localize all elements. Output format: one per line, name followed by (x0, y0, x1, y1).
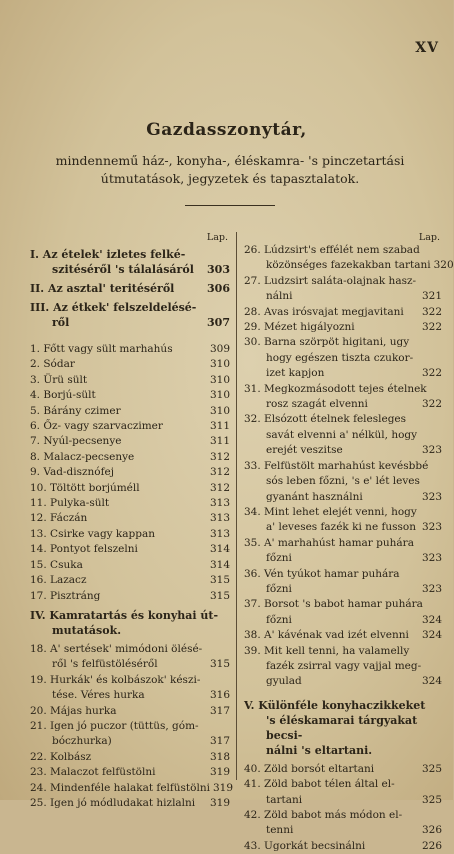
toc-entry (30, 404, 230, 419)
title-rule (185, 205, 275, 206)
toc-entry-cont (30, 688, 230, 703)
toc-entry-cont-text: sós leben főzni, 's e' lét leves (266, 475, 420, 488)
page-number: XV (415, 40, 439, 56)
toc-entry-page: 314 (209, 543, 230, 556)
toc-entry-text: 16. Lazacz (30, 574, 87, 587)
toc-entry-cont-text: hogy egészen tiszta czukor- (266, 351, 414, 364)
toc-entry-cont-text: közönséges fazekakban tartani (266, 259, 431, 272)
toc-entry-cont-page: 315 (209, 658, 230, 671)
section-heading (30, 281, 230, 296)
toc-entry-text: 22. Kolbász (30, 750, 92, 763)
toc-entry (244, 839, 442, 854)
toc-entry-cont (244, 289, 442, 304)
toc-entry-page: 312 (209, 481, 230, 494)
toc-entry (244, 644, 442, 659)
left-column (30, 230, 233, 811)
toc-entry (244, 382, 442, 397)
toc-entry-text: 25. Igen jó módludakat hizlalni (30, 796, 196, 809)
toc-entry (244, 536, 442, 551)
toc-entry (30, 704, 230, 719)
toc-entry-text: 11. Pulyka-sült (30, 497, 110, 510)
toc-entry-cont (244, 258, 454, 273)
toc-entry-text: 39. Mit kell tenni, ha valamelly (244, 644, 410, 657)
toc-entry (30, 465, 230, 480)
toc-entry (30, 527, 230, 542)
toc-entry-cont-page: 322 (421, 398, 442, 411)
column-divider (236, 232, 237, 780)
toc-entry (30, 765, 230, 780)
toc-entry-text: 23. Malaczot felfüstölni (30, 766, 156, 779)
section-3-line2-page: 307 (207, 316, 230, 329)
toc-entry-text: 21. Igen jó puczor (tüttüs, góm- (30, 719, 199, 732)
toc-entry (244, 335, 442, 350)
toc-entry-cont-text: tése. Véres hurka (52, 689, 145, 702)
toc-entry-text: 3. Ürü sült (30, 373, 88, 386)
toc-entry-cont-page: 324 (421, 675, 442, 688)
toc-entry-text: 41. Zöld babot télen által el- (244, 778, 395, 791)
toc-entry-page: 309 (209, 343, 230, 355)
toc-entry-cont-page: 323 (421, 582, 442, 595)
toc-entry-text: 42. Zöld babot más módon el- (244, 809, 403, 821)
toc-entry (30, 642, 230, 657)
toc-entry-page: 324 (421, 629, 442, 642)
toc-entry-cont (244, 366, 442, 381)
toc-entry-text: 20. Májas hurka (30, 704, 117, 717)
toc-entry-cont (244, 823, 442, 838)
toc-entry-text: 43. Ugorkát becsinálni (244, 839, 366, 852)
toc-entry-text: 24. Mindenféle halakat felfüstölni (30, 781, 210, 794)
lap-label: Lap. (206, 232, 228, 243)
toc-entry-text: 34. Mint lehet elejét venni, hogy (244, 505, 417, 518)
toc-entry-text: 8. Malacz-pecsenye (30, 450, 135, 463)
toc-entry-text: 40. Zöld borsót eltartani (244, 762, 375, 775)
section-3-line2-text: ről (52, 316, 70, 329)
toc-entry-text: 33. Felfüstölt marhahúst kevésbbé (244, 459, 429, 472)
toc-entry-cont-text: rosz szagát elvenni (266, 398, 368, 411)
toc-entry-text: 35. A' marhahúst hamar puhára (244, 536, 414, 549)
toc-entry-text: 17. Pisztráng (30, 589, 101, 602)
toc-entry-cont (30, 734, 230, 749)
toc-entry-cont (244, 793, 442, 808)
section-3-line2 (30, 315, 230, 330)
section-1-line2 (30, 262, 230, 277)
toc-entry-text: 9. Vad-disznófej (30, 466, 114, 479)
section-3-line1 (30, 300, 230, 315)
toc-entry-page: 311 (209, 420, 230, 433)
toc-entry-cont (244, 351, 442, 366)
toc-entry (30, 419, 230, 434)
toc-entry (30, 781, 233, 796)
toc-entry-text: 31. Megkozmásodott tejes ételnek (244, 382, 427, 395)
section-1-line2-text: szitéséről 's tálalásáról (52, 263, 194, 276)
toc-entry-cont-text: nálni (266, 290, 293, 303)
section-heading (30, 247, 230, 277)
section-2 (30, 281, 230, 296)
toc-entry-cont-text: savát elvenni a' nélkül, hogy (266, 428, 418, 441)
section-5-line2: 's éléskamarai tárgyakat becsi- (266, 713, 418, 742)
toc-entry-page: 310 (209, 389, 230, 402)
toc-entry-text: 5. Bárány czimer (30, 404, 121, 417)
toc-entry-cont-page: 325 (421, 793, 442, 806)
toc-entry-page: 319 (212, 781, 233, 794)
toc-entry-page: 325 (421, 762, 442, 775)
toc-entry-text: 7. Nyúl-pecsenye (30, 435, 122, 448)
toc-entry-page: 314 (209, 558, 230, 571)
toc-entry-page: 310 (209, 404, 230, 417)
toc-entry-cont-text: a' leveses fazék ki ne fusson (266, 521, 417, 534)
section-1-line2-page: 303 (207, 263, 230, 276)
section-2-text: II. Az asztal' teritéséről (30, 282, 175, 295)
toc-entry-text: 2. Sódar (30, 358, 75, 371)
toc-entry (30, 434, 230, 449)
toc-entry-cont-text: fazék zsirral vagy vajjal meg- (266, 659, 422, 672)
page-title: Gazdasszonytár, (146, 120, 307, 140)
toc-entry-page: 317 (209, 704, 230, 717)
toc-entry (244, 243, 442, 258)
toc-entry (244, 567, 442, 582)
toc-entry-text: 36. Vén tyúkot hamar puhára (244, 567, 400, 580)
section-5-line1: V. Különféle konyhaczikkeket (244, 698, 426, 712)
toc-entry-cont-page: 323 (421, 552, 442, 565)
section-2-page: 306 (207, 282, 230, 295)
toc-entry (30, 558, 230, 573)
toc-entry (30, 589, 230, 604)
toc-entry (244, 597, 442, 612)
toc-entry-text: 26. Lúdzsirt's effélét nem szabad (244, 244, 420, 256)
toc-entry (30, 481, 230, 496)
toc-entry-page: 319 (209, 796, 230, 809)
section-4-line2-text: mutatások. (52, 623, 122, 637)
toc-entry-page: 313 (209, 512, 230, 525)
toc-entry-cont-text: bóczhurka) (52, 735, 112, 748)
toc-entry-page: 313 (209, 497, 230, 510)
toc-entry-text: 27. Ludzsirt saláta-olajnak hasz- (244, 274, 417, 287)
toc-entry (244, 459, 442, 474)
toc-entry-page: 311 (209, 435, 230, 448)
section-heading (30, 300, 230, 330)
toc-entry-text: 4. Borjú-sült (30, 389, 96, 402)
toc-entry (244, 505, 442, 520)
toc-entry-cont-text: tartani (266, 793, 303, 806)
toc-entry-cont-text: tenni (266, 824, 294, 837)
toc-entry-cont-text: ről 's felfüstöléséről (52, 658, 158, 671)
toc-entry-cont (244, 428, 442, 443)
spacer (30, 334, 230, 342)
toc-entry (30, 450, 230, 465)
toc-entry-text: 38. A' kávénak vad izét elvenni (244, 629, 409, 642)
toc-entry (244, 808, 442, 823)
toc-entry-cont-page: 323 (421, 444, 442, 457)
toc-entry-cont (244, 397, 442, 412)
toc-entry (30, 542, 230, 557)
toc-entry-cont-text: gyanánt használni (266, 490, 363, 503)
lap-label: Lap. (418, 232, 440, 243)
toc-entry-text: 30. Barna szörpöt higitani, ugy (244, 336, 410, 349)
toc-entry-text: 37. Borsot 's babot hamar puhára (244, 598, 423, 611)
toc-entry-text: 15. Csuka (30, 558, 83, 571)
toc-entry-text: 14. Pontyot felszelni (30, 543, 138, 556)
toc-entry-cont (244, 520, 442, 535)
toc-entry-cont (244, 443, 442, 458)
toc-entry-cont (244, 582, 442, 597)
toc-entry-cont-text: izet kapjon (266, 367, 325, 380)
toc-entry-cont (244, 551, 442, 566)
toc-entry-text: 12. Fáczán (30, 512, 88, 525)
toc-entry (244, 305, 442, 320)
section-1-line1-text: I. Az ételek' izletes felké- (30, 248, 186, 261)
toc-entry-text: 10. Töltött borjúméll (30, 481, 140, 494)
toc-entry-page: 226 (421, 839, 442, 852)
toc-entry-cont-page: 316 (209, 689, 230, 702)
toc-entry (30, 750, 230, 765)
toc-entry-text: 28. Avas irósvajat megjavitani (244, 305, 404, 318)
toc-entry (30, 357, 230, 372)
toc-entry (244, 777, 442, 792)
toc-entry-page: 315 (209, 589, 230, 602)
section-4-line2 (30, 623, 230, 638)
toc-entry-cont-page: 326 (421, 824, 442, 837)
toc-entry (30, 719, 230, 734)
right-column (244, 230, 454, 854)
toc-entry-cont (244, 674, 442, 689)
toc-entry (30, 496, 230, 511)
toc-entry-cont-text: főzni (266, 582, 292, 595)
toc-entry-page: 322 (421, 305, 442, 318)
toc-entry-cont-page: 321 (421, 290, 442, 303)
toc-entry-cont-page: 324 (421, 613, 442, 626)
toc-entry-cont-page: 322 (421, 367, 442, 380)
toc-entry-cont-page: 320 (433, 259, 454, 272)
toc-entry (30, 796, 230, 811)
toc-entry (30, 511, 230, 526)
toc-entry-page: 313 (209, 527, 230, 540)
section-3-line1-text: III. Az étkek' felszeldelésé- (30, 301, 197, 314)
toc-entry-page: 315 (209, 574, 230, 587)
toc-entry-text: 19. Hurkák' és kolbászok' készi- (30, 673, 201, 686)
toc-entry-cont-page: 323 (421, 521, 442, 534)
toc-entry (30, 373, 230, 388)
toc-entry-cont (244, 659, 442, 674)
toc-entry (244, 628, 442, 643)
toc-entry (30, 673, 230, 688)
toc-entry (30, 342, 230, 357)
toc-entry-cont-page: 323 (421, 490, 442, 503)
toc-entry-page: 312 (209, 450, 230, 463)
toc-entry (244, 412, 442, 427)
toc-entry-cont-page: 317 (209, 735, 230, 748)
toc-entry-page: 310 (209, 358, 230, 371)
toc-entry (244, 274, 442, 289)
toc-entry-cont-text: gyulad (266, 675, 302, 688)
toc-entry-text: 32. Elsózott ételnek felesleges (244, 413, 407, 426)
section-5-line3: nálni 's eltartani. (266, 743, 373, 757)
toc-entry-page: 310 (209, 373, 230, 386)
section-heading (30, 608, 230, 638)
toc-entry-text: 18. A' sertések' mimódoni ölésé- (30, 642, 203, 655)
toc-entry (30, 573, 230, 588)
toc-entry-cont (244, 474, 442, 489)
toc-entry-cont-text: főzni (266, 552, 292, 565)
section-4-line1-text: IV. Kamratartás és konyhai út- (30, 608, 219, 622)
toc-entry-page: 322 (421, 321, 442, 334)
toc-entry-cont (30, 657, 230, 672)
page-subtitle: mindennemű ház-, konyha-, éléskamra- 's pinczetartási útmutatások, jegyzetek és tapasztalatok. (55, 153, 405, 186)
toc-entry-page: 319 (209, 766, 230, 779)
section-1-line1 (30, 247, 230, 262)
toc-entry (244, 762, 442, 777)
toc-entry-text: 13. Csirke vagy kappan (30, 527, 156, 540)
section-heading (244, 698, 442, 758)
section-4-line1 (30, 608, 230, 623)
toc-entry-text: 6. Őz- vagy szarvaczimer (30, 420, 163, 433)
toc-entry-cont (244, 613, 442, 628)
toc-entry (244, 320, 442, 335)
toc-entry-text: 1. Főtt vagy sült marhahús (30, 343, 173, 355)
toc-entry-cont-text: főzni (266, 613, 292, 626)
toc-entry-cont-text: erejét veszitse (266, 444, 343, 457)
toc-entry-text: 29. Mézet higályozni (244, 321, 355, 334)
toc-entry-page: 312 (209, 466, 230, 479)
toc-entry (30, 388, 230, 403)
toc-entry-cont (244, 490, 442, 505)
toc-entry-page: 318 (209, 750, 230, 763)
